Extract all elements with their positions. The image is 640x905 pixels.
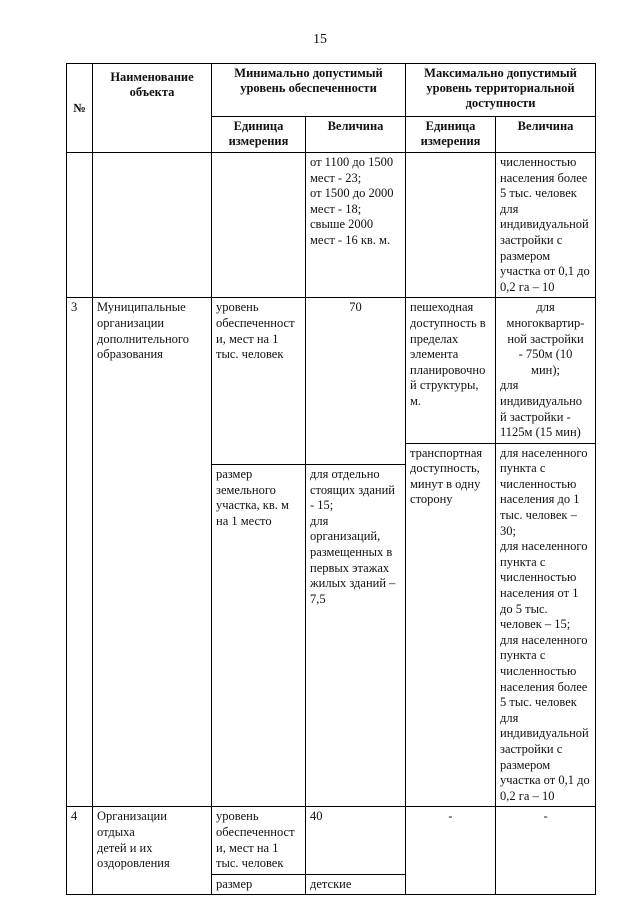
- header-max-unit: Единица измерения: [406, 117, 496, 153]
- r3-name: Муниципальные организации дополнительного образования: [93, 298, 212, 807]
- r0-num: [67, 153, 93, 298]
- r3-max-value-1a: для многоквартир- ной застройки - 750м (10 мин);: [506, 300, 585, 377]
- r4-min-unit-1: уровень обеспеченност и, мест на 1 тыс. человек: [212, 807, 306, 874]
- r0-max-unit: [406, 153, 496, 298]
- r3-min-value-2: для отдельно стоящих зданий - 15; для организаций, размещенных в первых этажах жилых зданий – 7,5: [306, 464, 406, 806]
- table-row: [67, 298, 596, 443]
- table-row: [67, 807, 596, 874]
- r4-name: Организации отдыха детей и их оздоровления: [93, 807, 212, 895]
- r0-min-value: от 1100 до 1500 мест - 23; от 1500 до 2000 мест - 18; свыше 2000 мест - 16 кв. м.: [306, 153, 406, 298]
- r3-min-value-1: 70: [306, 298, 406, 465]
- r3-num: 3: [67, 298, 93, 807]
- r3-max-unit-1: пешеходная доступность в пределах элемента планировочно й структуры, м.: [406, 298, 496, 443]
- r4-max-unit: -: [406, 807, 496, 895]
- r0-max-value: численностью населения более 5 тыс. человек для индивидуальной застройки с размером участка от 0,1 до 0,2 га – 10: [496, 153, 596, 298]
- header-row-1: [67, 64, 596, 117]
- header-min-group: Минимально допустимый уровень обеспеченности: [212, 64, 406, 117]
- r4-num: 4: [67, 807, 93, 895]
- r4-min-value-1: 40: [306, 807, 406, 874]
- page-number: 15: [313, 32, 327, 47]
- header-max-group: Максимально допустимый уровень территориальной доступности: [406, 64, 596, 117]
- r3-min-unit-2: размер земельного участка, кв. м на 1 место: [212, 464, 306, 806]
- header-name: Наименование объекта: [93, 64, 212, 153]
- r0-min-unit: [212, 153, 306, 298]
- standards-table: [66, 63, 596, 895]
- r3-max-unit-2: транспортная доступность, минут в одну сторону: [406, 443, 496, 807]
- header-max-value: Величина: [496, 117, 596, 153]
- r3-max-value-1: [496, 298, 596, 443]
- r4-max-value: -: [496, 807, 596, 895]
- r4-min-value-2: детские: [306, 874, 406, 895]
- header-min-value: Величина: [306, 117, 406, 153]
- r3-min-unit-1: уровень обеспеченност и, мест на 1 тыс. человек: [212, 298, 306, 465]
- r3-max-value-1b: для индивидуально й застройки - 1125м (15 мин): [500, 378, 583, 440]
- r4-min-unit-2: размер: [212, 874, 306, 895]
- r0-name: [93, 153, 212, 298]
- r3-max-value-2: для населенного пункта с численностью населения до 1 тыс. человек – 30; для населенного пункта с численностью населения от 1 до 5 тыс. человек – 15; для населенного пункта с численностью населения более 5 тыс. человек для индивидуальной застройки с размером участка от 0,1 до 0,2 га – 10: [496, 443, 596, 807]
- header-min-unit: Единица измерения: [212, 117, 306, 153]
- header-num: №: [67, 64, 93, 153]
- table-row: [67, 153, 596, 298]
